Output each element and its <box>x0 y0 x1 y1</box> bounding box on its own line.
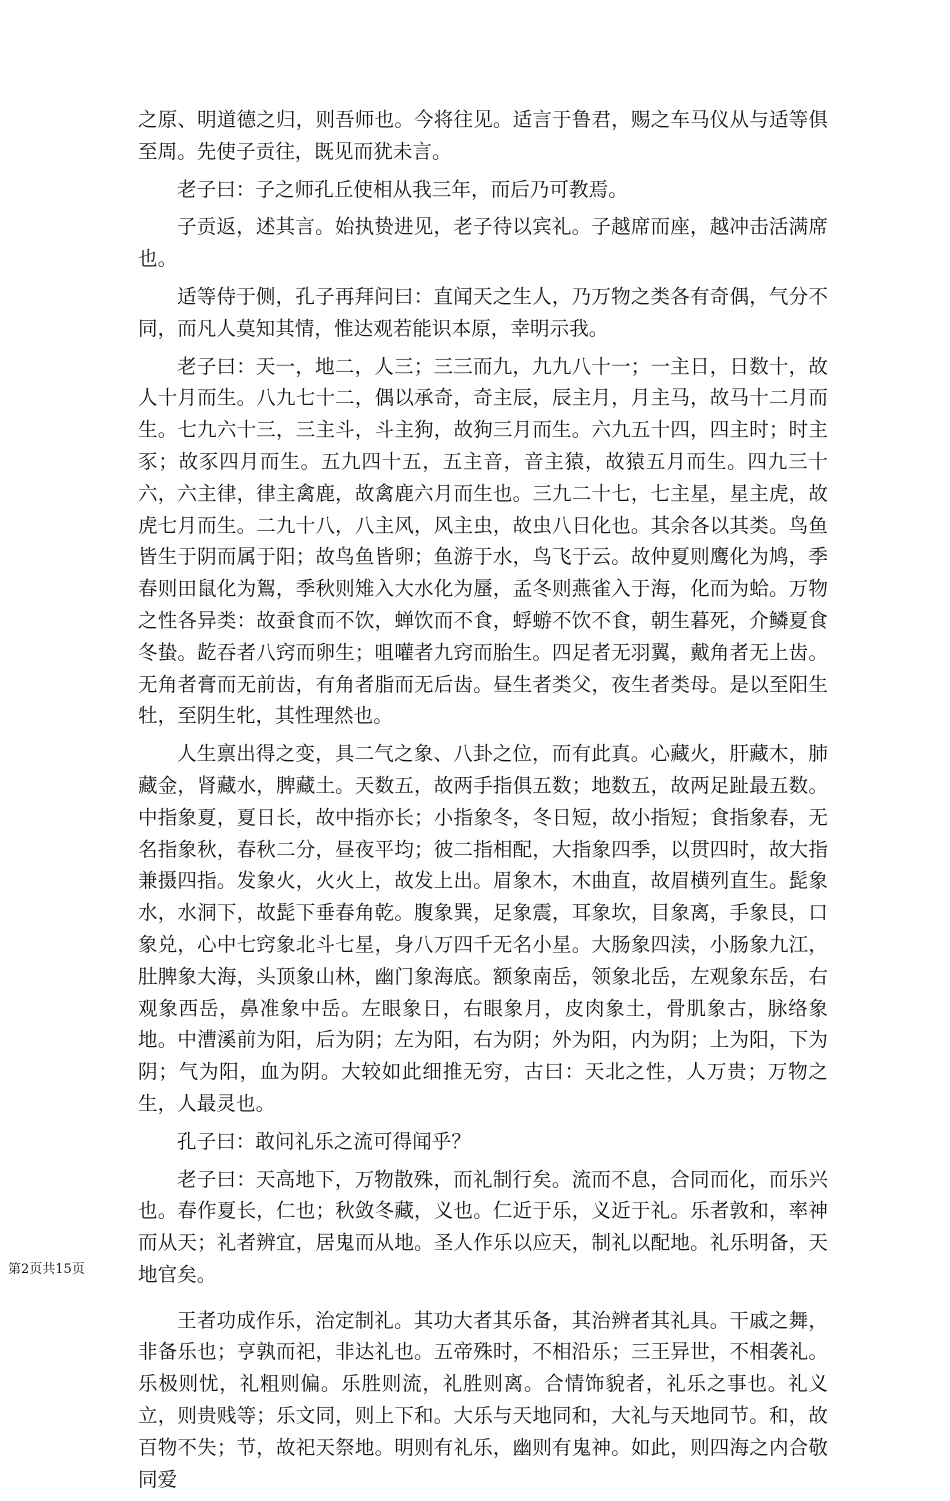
paragraph-6: 人生禀出得之变，具二气之象、八卦之位，而有此真。心藏火，肝藏木，肺藏金，肾藏水，脾藏土。天数五，故两手指俱五数；地数五，故两足趾最五数。中指象夏，夏日长，故中指亦长；小指象冬，冬日短，故小指短；食指象春，无名指象秋，春秋二分，昼夜平均；彼二指相配，大指象四季，以贯四时，故大指兼摄四指。发象火，火火上，故发上出。眉象木，木曲直，故眉横列直生。髭象水，水洞下，故髭下垂春角乾。腹象巽，足象震，耳象坎，目象离，手象艮，口象兑，心中七窍象北斗七星，身八万四千无名小星。大肠象四渎，小肠象九江，肚脾象大海，头顶象山林，幽门象海底。额象南岳，领象北岳，左观象东岳，右观象西岳，鼻准象中岳。左眼象日，右眼象月，皮肉象土，骨肌象古，脉络象地。中漕溪前为阳，后为阴；左为阳，右为阴；外为阳，内为阴；上为阳，下为阴；气为阳，血为阴。大较如此细推无穷，古曰：天北之性，人万贵；万物之生，人最灵也。 <box>138 742 828 1115</box>
paragraph-5: 老子曰：天一，地二，人三；三三而九，九九八十一；一主日，日数十，故人十月而生。八九七十二，偶以承奇，奇主辰，辰主月，月主马，故马十二月而生。七九六十三，三主斗，斗主狗，故狗三月而生。六九五十四，四主时；时主豕；故豕四月而生。五九四十五，五主音，音主猿，故猿五月而生。四九三十六，六主律，律主禽鹿，故禽鹿六月而生也。三九二十七，七主星，星主虎，故虎七月而生。二九十八，八主风，风主虫，故虫八日化也。其余各以其类。鸟鱼皆生于阴而属于阳；故鸟鱼皆卵；鱼游于水，鸟飞于云。故仲夏则鹰化为鸠，季春则田鼠化为鴽，季秋则雉入大水化为蜃，孟冬则燕雀入于海，化而为蛤。万物之性各异类：故蚕食而不饮，蝉饮而不食，蜉蝣不饮不食，朝生暮死，介鳞夏食冬蛰。龁吞者八窍而卵生；咀嚾者九窍而胎生。四足者无羽翼，戴角者无上齿。无角者膏而无前齿，有角者脂而无后齿。昼生者类父，夜生者类母。是以至阳生牡，至阴生牝，其性理然也。 <box>138 354 828 728</box>
paragraph-1: 之原、明道德之归，则吾师也。今将往见。适言于鲁君，赐之车马仪从与适等俱至周。先使子贡往，既见而犹未言。 <box>138 108 828 163</box>
page-number-footer: 第2页共15页 <box>8 1262 85 1277</box>
document-body <box>138 104 828 1501</box>
paragraph-8: 老子曰：天高地下，万物散殊，而礼制行矣。流而不息，合同而化，而乐兴也。春作夏长，仁也；秋敛冬藏，义也。仁近于乐，义近于礼。乐者敦和，率神而从天；礼者辨宜，居鬼而从地。圣人作乐以应天，制礼以配地。礼乐明备，天地官矣。 <box>138 1167 828 1286</box>
paragraph-3: 子贡返，述其言。始执贽进见，老子待以宾礼。子越席而座，越冲击活满席也。 <box>138 215 828 271</box>
paragraph-7: 孔子曰：敢问礼乐之流可得闻乎？ <box>177 1129 472 1153</box>
paragraph-9: 王者功成作乐，治定制礼。其功大者其乐备，其治辨者其礼具。干戚之舞，非备乐也；亨孰而祀，非达礼也。五帝殊时，不相沿乐；三王异世，不相袭礼。乐极则忧，礼粗则偏。乐胜则流，礼胜则离。合情饰貌者，礼乐之事也。礼义立，则贵贱等；乐文同，则上下和。大乐与天地同和，大礼与天地同节。和，故百物不失；节，故祀天祭地。明则有礼乐，幽则有鬼神。如此，则四海之内合敬同爱 <box>138 1308 828 1491</box>
paragraph-2: 老子曰：子之师孔丘使相从我三年，而后乃可教焉。 <box>177 177 628 201</box>
paragraph-4: 适等侍于侧，孔子再拜问曰：直闻天之生人，乃万物之类各有奇偶，气分不同，而凡人莫知其情，惟达观若能识本原，幸明示我。 <box>138 284 828 340</box>
